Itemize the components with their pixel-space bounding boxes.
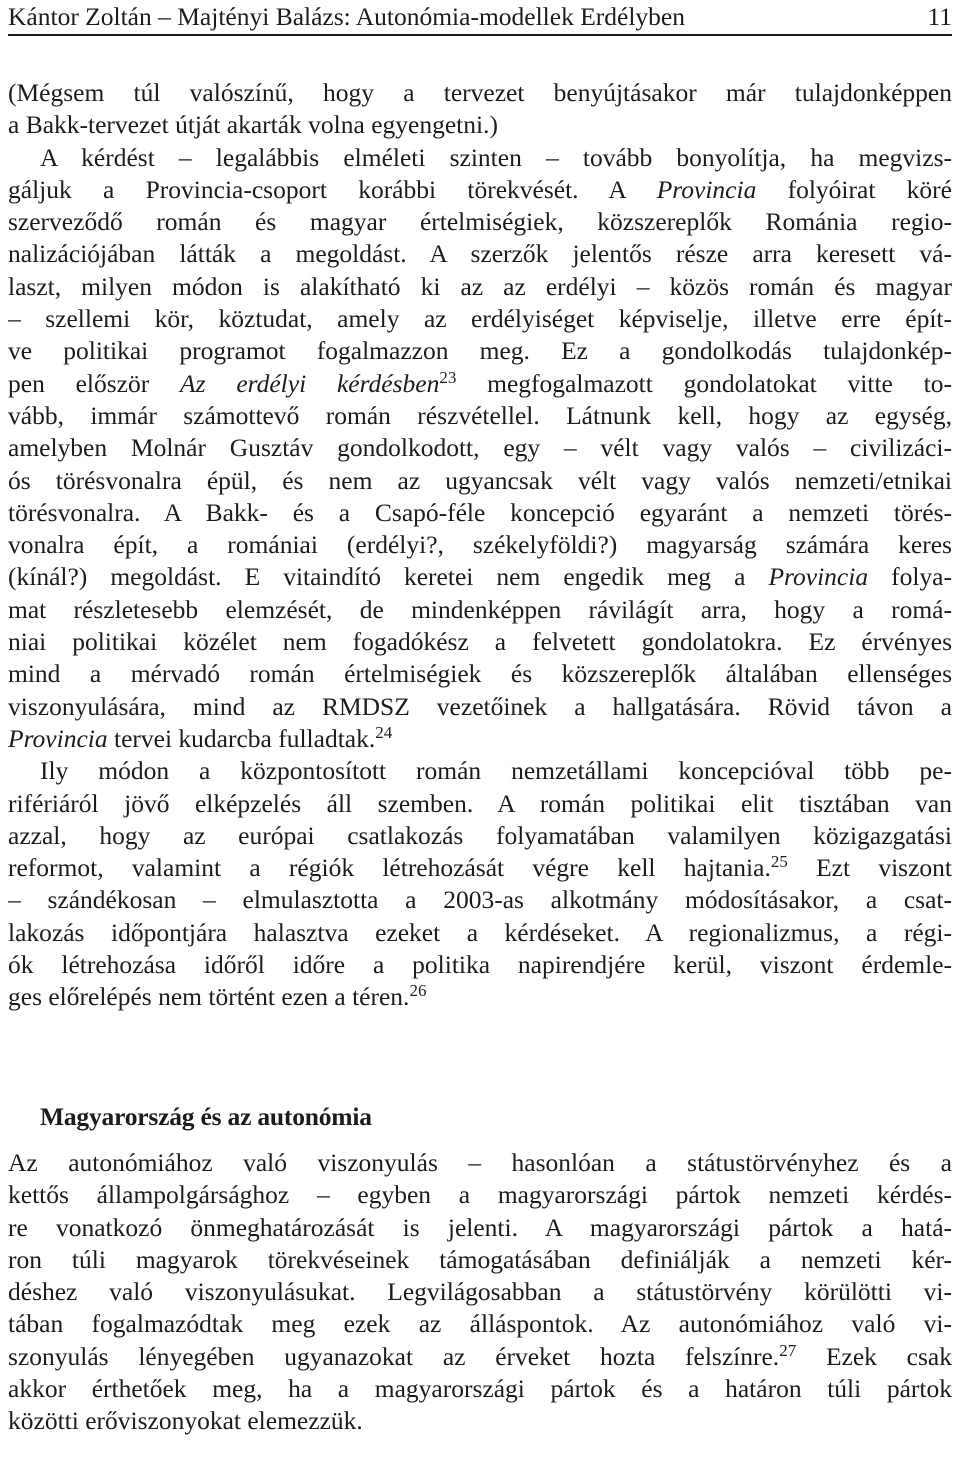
running-header (8, 2, 952, 36)
text-line: mat részletesebb elemzését, de mindenképpen rávilágít arra, hogy a romá- (8, 594, 952, 624)
text-line: Provincia tervei kudarcba fulladtak.$^{24}$ (8, 722, 393, 753)
text-line: törésvonalra. A Bakk- és a Csapó-féle koncepció egyaránt a nemzeti törés- (8, 497, 952, 527)
footnote-reference: 23 (439, 367, 457, 387)
text-line: közötti erőviszonyokat elemezzük. (8, 1406, 363, 1436)
text-line: vonalra épít, a romániai (erdélyi?, székelyföldi?) magyarság számára keres (8, 530, 952, 560)
text-line: – szándékosan – elmulasztotta a 2003-as alkotmány módosításakor, a csat- (8, 885, 952, 915)
body-text-section-1 (8, 77, 952, 1014)
text-line: déshez való viszonyulásukat. Legvilágosabban a státustörvény körülötti vi- (8, 1277, 952, 1307)
text-line: pen először Az erdélyi kérdésben$^{23}$ megfogalmazott gondolatokat vitte to- (8, 367, 952, 398)
text-line: azzal, hogy az európai csatlakozás folyamatában valamilyen közigazgatási (8, 820, 952, 850)
text-line: reformot, valamint a régiók létrehozását végre kell hajtania.$^{25}$ Ezt viszont (8, 852, 952, 883)
text-line: lakozás időpontjára halasztva ezeket a kérdéseket. A regionalizmus, a régi- (8, 917, 952, 947)
text-line: szerveződő román és magyar értelmiségiek, közszereplők Románia regio- (8, 207, 952, 237)
text-line: vább, immár számottevő román részvétellel. Látnunk kell, hogy az egység, (8, 400, 952, 430)
text-line: Ily módon a központosított román nemzetállami koncepcióval több pe- (40, 756, 952, 786)
italic-title: Provincia (768, 562, 869, 592)
section-heading: Magyarország és az autonómia (40, 1102, 372, 1131)
text-line: mind a mérvadó román értelmiségiek és közszereplők általában ellenséges (8, 659, 952, 689)
text-line: niai politikai közélet nem fogadókész a felvetett gondolatokra. Ez érvényes (8, 627, 952, 657)
text-line: akkor érthetőek meg, ha a magyarországi pártok és a határon túli pártok (8, 1374, 952, 1404)
text-line: ges előrelépés nem történt ezen a téren.$^{26}$ (8, 981, 427, 1012)
italic-title: Provincia (8, 723, 108, 753)
italic-title: Provincia (656, 174, 757, 204)
text-line: – szellemi kör, köztudat, amely az erdélyiséget képviselje, illetve erre épít- (8, 304, 952, 334)
text-line: Az autonómiához való viszonyulás – hasonlóan a státustörvényhez és a (8, 1148, 952, 1177)
body-text-section-2 (8, 1147, 952, 1438)
header-title: Kántor Zoltán – Majtényi Balázs: Autonómia-modellek Erdélyben (8, 2, 685, 31)
text-line: szonyulás lényegében ugyanazokat az érveket hozta felszínre.$^{27}$ Ezek csak (8, 1340, 952, 1371)
text-line: gáljuk a Provincia-csoport korábbi törekvését. A Provincia folyóirat köré (8, 174, 952, 204)
text-line: laszt, milyen módon is alakítható ki az az erdélyi – közös román és magyar (8, 271, 952, 301)
text-line: nalizációjában látták a megoldást. A szerzők jelentős része arra keresett vá- (8, 239, 952, 269)
text-line: (kínál?) megoldást. E vitaindító keretei nem engedik meg a Provincia folya- (8, 562, 952, 592)
page-number: 11 (927, 2, 952, 31)
text-line: rifériáról jövő elképzelés áll szemben. A román politikai elit tisztában van (8, 788, 952, 818)
text-line: amelyben Molnár Gusztáv gondolkodott, egy – vélt vagy valós – civilizáci- (8, 433, 952, 463)
text-line: ók létrehozása időről időre a politika napirendjére kerül, viszont érdemle- (8, 950, 952, 980)
text-line: A kérdést – legalábbis elméleti szinten – tovább bonyolítja, ha megvizs- (40, 142, 952, 172)
text-line: a Bakk-tervezet útját akarták volna egyengetni.) (8, 110, 498, 140)
text-line: ve politikai programot fogalmazzon meg. Ez a gondolkodás tulajdonkép- (8, 336, 952, 366)
text-line: re vonatkozó önmeghatározását is jelenti. A magyarországi pártok a hatá- (8, 1212, 952, 1242)
text-line: tában fogalmazódtak meg ezek az álláspontok. Az autonómiához való vi- (8, 1309, 952, 1339)
italic-title: Az erdélyi kérdésben (180, 368, 440, 398)
footnote-reference: 25 (770, 852, 788, 872)
text-line: (Mégsem túl valószínű, hogy a tervezet benyújtásakor már tulajdonképpen (8, 78, 952, 107)
footnote-reference: 24 (375, 722, 393, 742)
text-line: ron túli magyarok törekvéseinek támogatásában definiálják a nemzeti kér- (8, 1244, 952, 1274)
text-line: viszonyulására, mind az RMDSZ vezetőinek a hallgatására. Rövid távon a (8, 691, 952, 721)
footnote-reference: 26 (409, 981, 427, 1001)
footnote-reference: 27 (779, 1340, 797, 1360)
text-line: ós törésvonalra épül, és nem az ugyancsak vélt vagy valós nemzeti/etnikai (8, 465, 952, 495)
text-line: kettős állampolgársághoz – egyben a magyarországi pártok nemzeti kérdés- (8, 1180, 952, 1210)
